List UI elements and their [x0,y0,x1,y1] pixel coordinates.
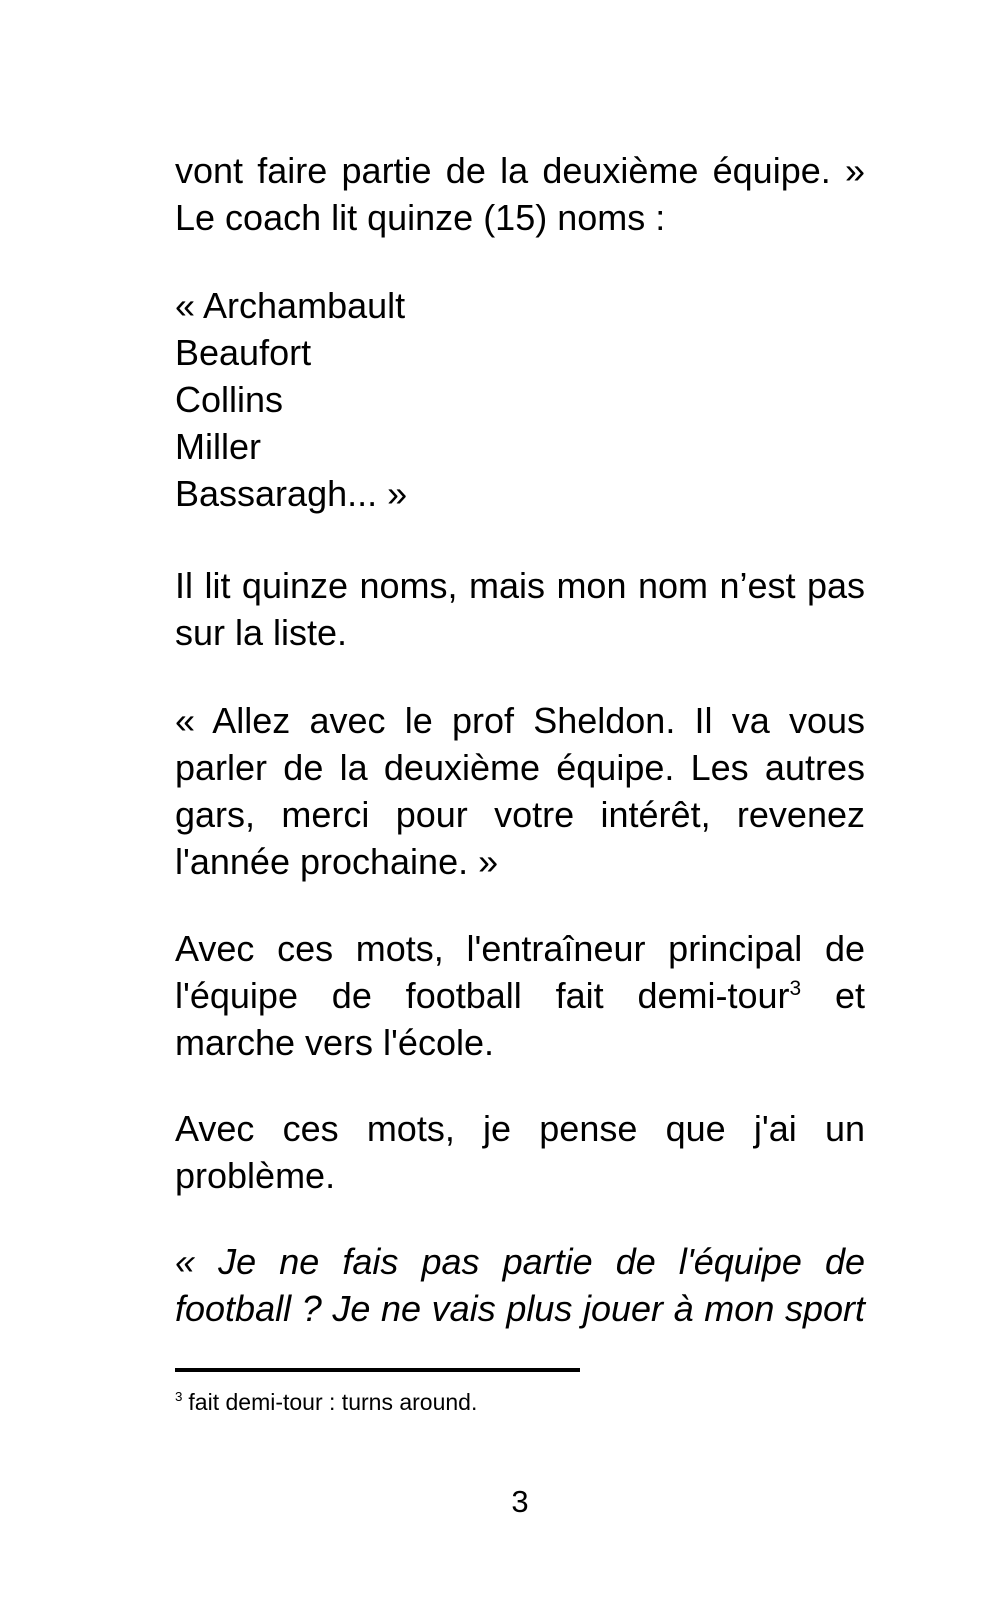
paragraph-inner-thought: « Je ne fais pas partie de l'équipe de football ? Je ne vais plus jouer à mon sport [175,1241,865,1329]
footnote-reference: 3 [789,977,802,1000]
name-list-item: Miller [175,426,261,467]
name-list-item: « Archambault [175,285,406,326]
name-list-item: Collins [175,379,284,420]
name-list-item: Bassaragh... » [175,473,408,514]
paragraph-text: Avec ces mots, l'entraîneur principal de l'équipe de football fait demi-tour [175,928,865,1016]
paragraph-intro: vont faire partie de la deuxième équipe. » Le coach lit quinze (15) noms : [175,150,865,238]
footnote-text: fait demi-tour : turns around. [188,1389,478,1415]
name-list [175,282,865,517]
paragraph-text: et marche vers l'école. [175,975,865,1063]
footnote-marker: 3 [175,1389,183,1405]
paragraph-problem: Avec ces mots, je pense que j'ai un problème. [175,1108,865,1196]
footnote [175,1387,865,1417]
paragraph-list-comment: Il lit quinze noms, mais mon nom n’est pas sur la liste. [175,565,865,653]
paragraph-coach-leaves [175,925,865,1066]
page-number: 3 [511,1484,529,1519]
paragraph-coach-dialogue: « Allez avec le prof Sheldon. Il va vous parler de la deuxième équipe. Les autres gars, merci pour votre intérêt, revenez l'année prochaine. » [175,700,865,882]
footnote-divider [175,1368,580,1372]
name-list-item: Beaufort [175,332,312,373]
